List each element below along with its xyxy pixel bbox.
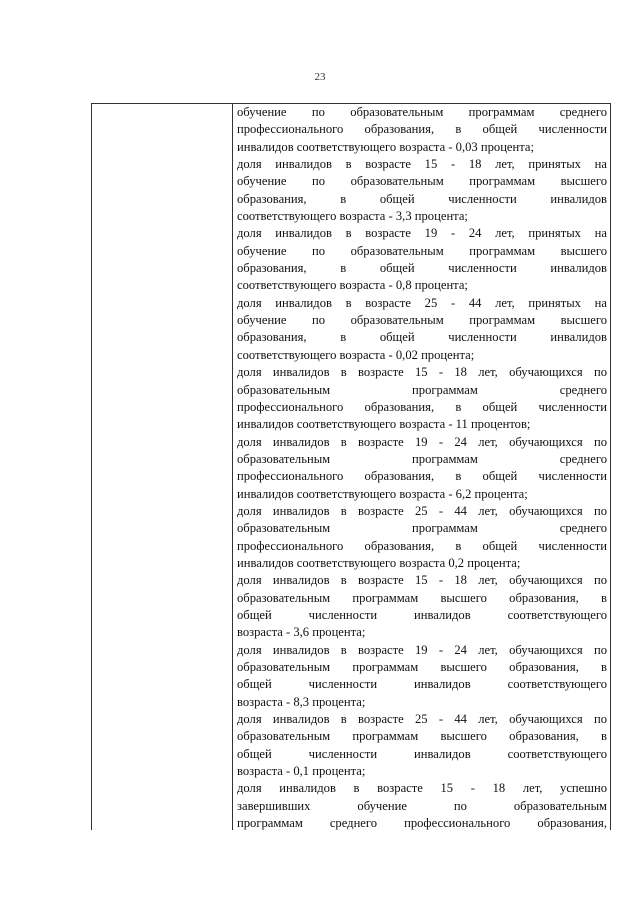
text-line: доля инвалидов в возрасте 15 - 18 лет, обучающихся по bbox=[237, 573, 607, 588]
text-line: доля инвалидов в возрасте 19 - 24 лет, обучающихся по bbox=[237, 642, 607, 657]
text-line: профессионального образования, в общей численности bbox=[237, 538, 607, 553]
text-line: образовательным программам среднего bbox=[237, 521, 607, 536]
text-line: образовательным программам высшего образования, в bbox=[237, 729, 607, 744]
text-line: соответствующего возраста - 0,02 процента; bbox=[237, 347, 475, 362]
text-line: доля инвалидов в возрасте 15 - 18 лет, успешно bbox=[237, 781, 607, 796]
table-border-right bbox=[610, 104, 611, 830]
text-line: соответствующего возраста - 0,8 процента; bbox=[237, 278, 468, 293]
text-line: инвалидов соответствующего возраста - 0,03 процента; bbox=[237, 139, 535, 154]
text-line: доля инвалидов в возрасте 25 - 44 лет, обучающихся по bbox=[237, 503, 607, 518]
document-table bbox=[91, 103, 611, 830]
page-number: 23 bbox=[314, 71, 326, 83]
text-line: возраста - 8,3 процента; bbox=[237, 694, 366, 709]
text-line: доля инвалидов в возрасте 15 - 18 лет, обучающихся по bbox=[237, 365, 607, 380]
text-line: профессионального образования, в общей численности bbox=[237, 122, 607, 137]
text-line: образовательным программам среднего bbox=[237, 382, 607, 397]
text-line: возраста - 0,1 процента; bbox=[237, 764, 366, 779]
text-line: завершивших обучение по образовательным bbox=[237, 798, 607, 813]
text-line: доля инвалидов в возрасте 25 - 44 лет, принятых на bbox=[237, 295, 607, 310]
text-line: общей численности инвалидов соответствующего bbox=[237, 677, 607, 692]
text-line: инвалидов соответствующего возраста - 11 процентов; bbox=[237, 417, 531, 432]
table-column-divider bbox=[232, 104, 233, 830]
text-line: возраста - 3,6 процента; bbox=[237, 625, 366, 640]
text-line: программам среднего профессионального образования, bbox=[237, 816, 607, 831]
text-line: образования, в общей численности инвалидов bbox=[237, 330, 607, 345]
table-border-left bbox=[91, 104, 92, 830]
text-line: обучение по образовательным программам высшего bbox=[237, 174, 607, 189]
text-line: доля инвалидов в возрасте 15 - 18 лет, принятых на bbox=[237, 157, 607, 172]
text-line: обучение по образовательным программам высшего bbox=[237, 313, 607, 328]
text-line: профессионального образования, в общей численности bbox=[237, 399, 607, 414]
text-line: доля инвалидов в возрасте 25 - 44 лет, обучающихся по bbox=[237, 712, 607, 727]
table-right-cell bbox=[237, 104, 607, 832]
text-line: доля инвалидов в возрасте 19 - 24 лет, принятых на bbox=[237, 226, 607, 241]
text-line: образовательным программам среднего bbox=[237, 451, 607, 466]
text-line: образовательным программам высшего образования, в bbox=[237, 660, 607, 674]
text-line: образования, в общей численности инвалидов bbox=[237, 261, 607, 276]
text-line: инвалидов соответствующего возраста - 6,2 процента; bbox=[237, 486, 528, 501]
text-line: инвалидов соответствующего возраста 0,2 процента; bbox=[237, 555, 521, 570]
text-line: доля инвалидов в возрасте 19 - 24 лет, обучающихся по bbox=[237, 434, 607, 449]
text-line: обучение по образовательным программам среднего bbox=[237, 105, 607, 119]
text-line: образования, в общей численности инвалидов bbox=[237, 191, 607, 206]
text-line: профессионального образования, в общей численности bbox=[237, 469, 607, 484]
text-line: общей численности инвалидов соответствующего bbox=[237, 746, 607, 761]
text-line: образовательным программам высшего образования, в bbox=[237, 590, 607, 605]
text-line: соответствующего возраста - 3,3 процента; bbox=[237, 209, 468, 224]
text-line: обучение по образовательным программам высшего bbox=[237, 243, 607, 258]
text-line: общей численности инвалидов соответствующего bbox=[237, 607, 607, 622]
